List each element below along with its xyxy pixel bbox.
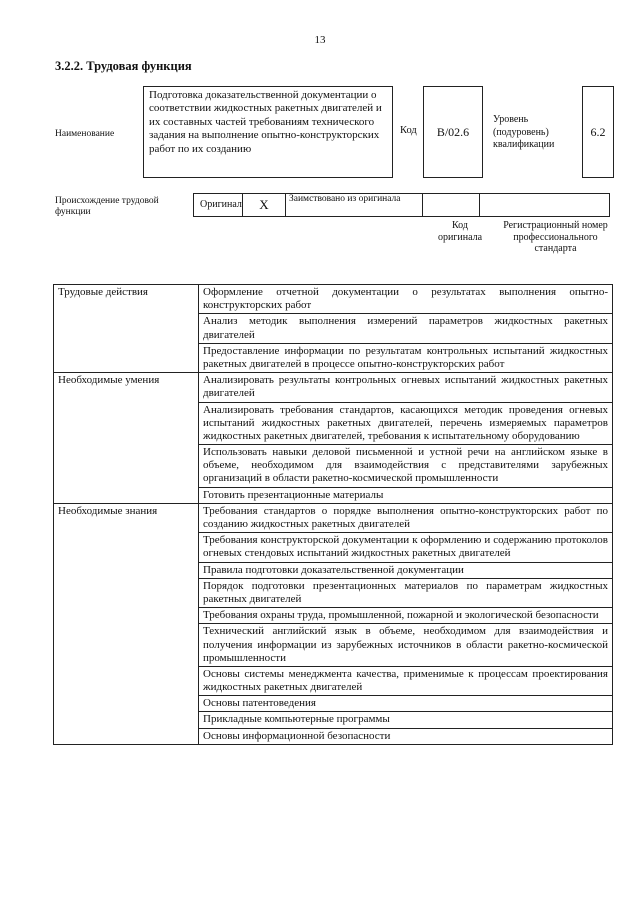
list-item: Технический английский язык в объеме, необходимом для взаимодействия и получения информации из зарубежных источников в области ракетно-космической промышленности <box>199 624 613 667</box>
section-category: Необходимые знания <box>54 503 199 744</box>
list-item: Основы системы менеджмента качества, применимые к процессам проектирования жидкостных ракетных двигателей <box>199 666 613 695</box>
reg-number-cell <box>479 193 610 217</box>
origin-label: Происхождение трудовой функции <box>55 196 159 217</box>
section-title: 3.2.2. Трудовая функция <box>55 59 192 73</box>
original-mark: X <box>242 193 286 217</box>
function-details-table <box>53 284 613 745</box>
table-row <box>54 503 613 532</box>
table-row <box>54 285 613 314</box>
list-item: Анализировать результаты контрольных огневых испытаний жидкостных ракетных двигателей <box>199 373 613 402</box>
list-item: Порядок подготовки презентационных материалов по параметрам жидкостных ракетных двигателей <box>199 578 613 607</box>
list-item: Готовить презентационные материалы <box>199 487 613 503</box>
level-value-box: 6.2 <box>582 86 614 178</box>
code-caption: Код оригинала <box>437 220 483 243</box>
list-item: Предоставление информации по результатам контрольных испытаний жидкостных ракетных двигателей в процессе опытно-конструкторских работ <box>199 343 613 372</box>
list-item: Требования конструкторской документации к оформлению и содержанию протоколов огневых стендовых испытаний жидкостных ракетных двигателей <box>199 533 613 562</box>
list-item: Оформление отчетной документации о результатах выполнения опытно-конструкторских работ <box>199 285 613 314</box>
name-label: Наименование <box>55 129 115 139</box>
list-item: Анализировать требования стандартов, касающихся методик проведения огневых испытаний жидкостных ракетных двигателей, перечень измеряемых параметров жидкостных ракетных двигателей, требования к испытательному оборудованию <box>199 402 613 445</box>
list-item: Правила подготовки доказательственной документации <box>199 562 613 578</box>
list-item: Прикладные компьютерные программы <box>199 712 613 728</box>
function-name-box: Подготовка доказательственной документации о соответствии жидкостных ракетных двигателей и их составных частей требованиям технического задания на выполнение опытно-конструкторских работ по их созданию <box>143 86 393 178</box>
level-label: Уровень (подуровень) квалификации <box>493 114 555 150</box>
code-label: Код <box>400 125 417 136</box>
section-category: Необходимые умения <box>54 373 199 504</box>
section-category: Трудовые действия <box>54 285 199 373</box>
table-row <box>54 373 613 402</box>
list-item: Использовать навыки деловой письменной и устной речи на английском языке в объеме, необходимом для взаимодействия с представителями зарубежных организаций в области ракетно-космической промышленности <box>199 445 613 488</box>
list-item: Основы информационной безопасности <box>199 728 613 744</box>
list-item: Требования стандартов о порядке выполнения опытно-конструкторских работ по созданию жидкостных ракетных двигателей <box>199 503 613 532</box>
list-item: Требования охраны труда, промышленной, пожарной и экологической безопасности <box>199 608 613 624</box>
original-code-cell <box>422 193 480 217</box>
list-item: Анализ методик выполнения измерений параметров жидкостных ракетных двигателей <box>199 314 613 343</box>
list-item: Основы патентоведения <box>199 696 613 712</box>
origin-row <box>193 193 613 217</box>
code-value-box: B/02.6 <box>423 86 483 178</box>
borrowed-label: Заимствовано из оригинала <box>285 193 423 217</box>
original-label: Оригинал <box>193 193 243 217</box>
reg-caption: Регистрационный номер профессионального стандарта <box>503 220 608 254</box>
page-number: 13 <box>314 34 326 46</box>
